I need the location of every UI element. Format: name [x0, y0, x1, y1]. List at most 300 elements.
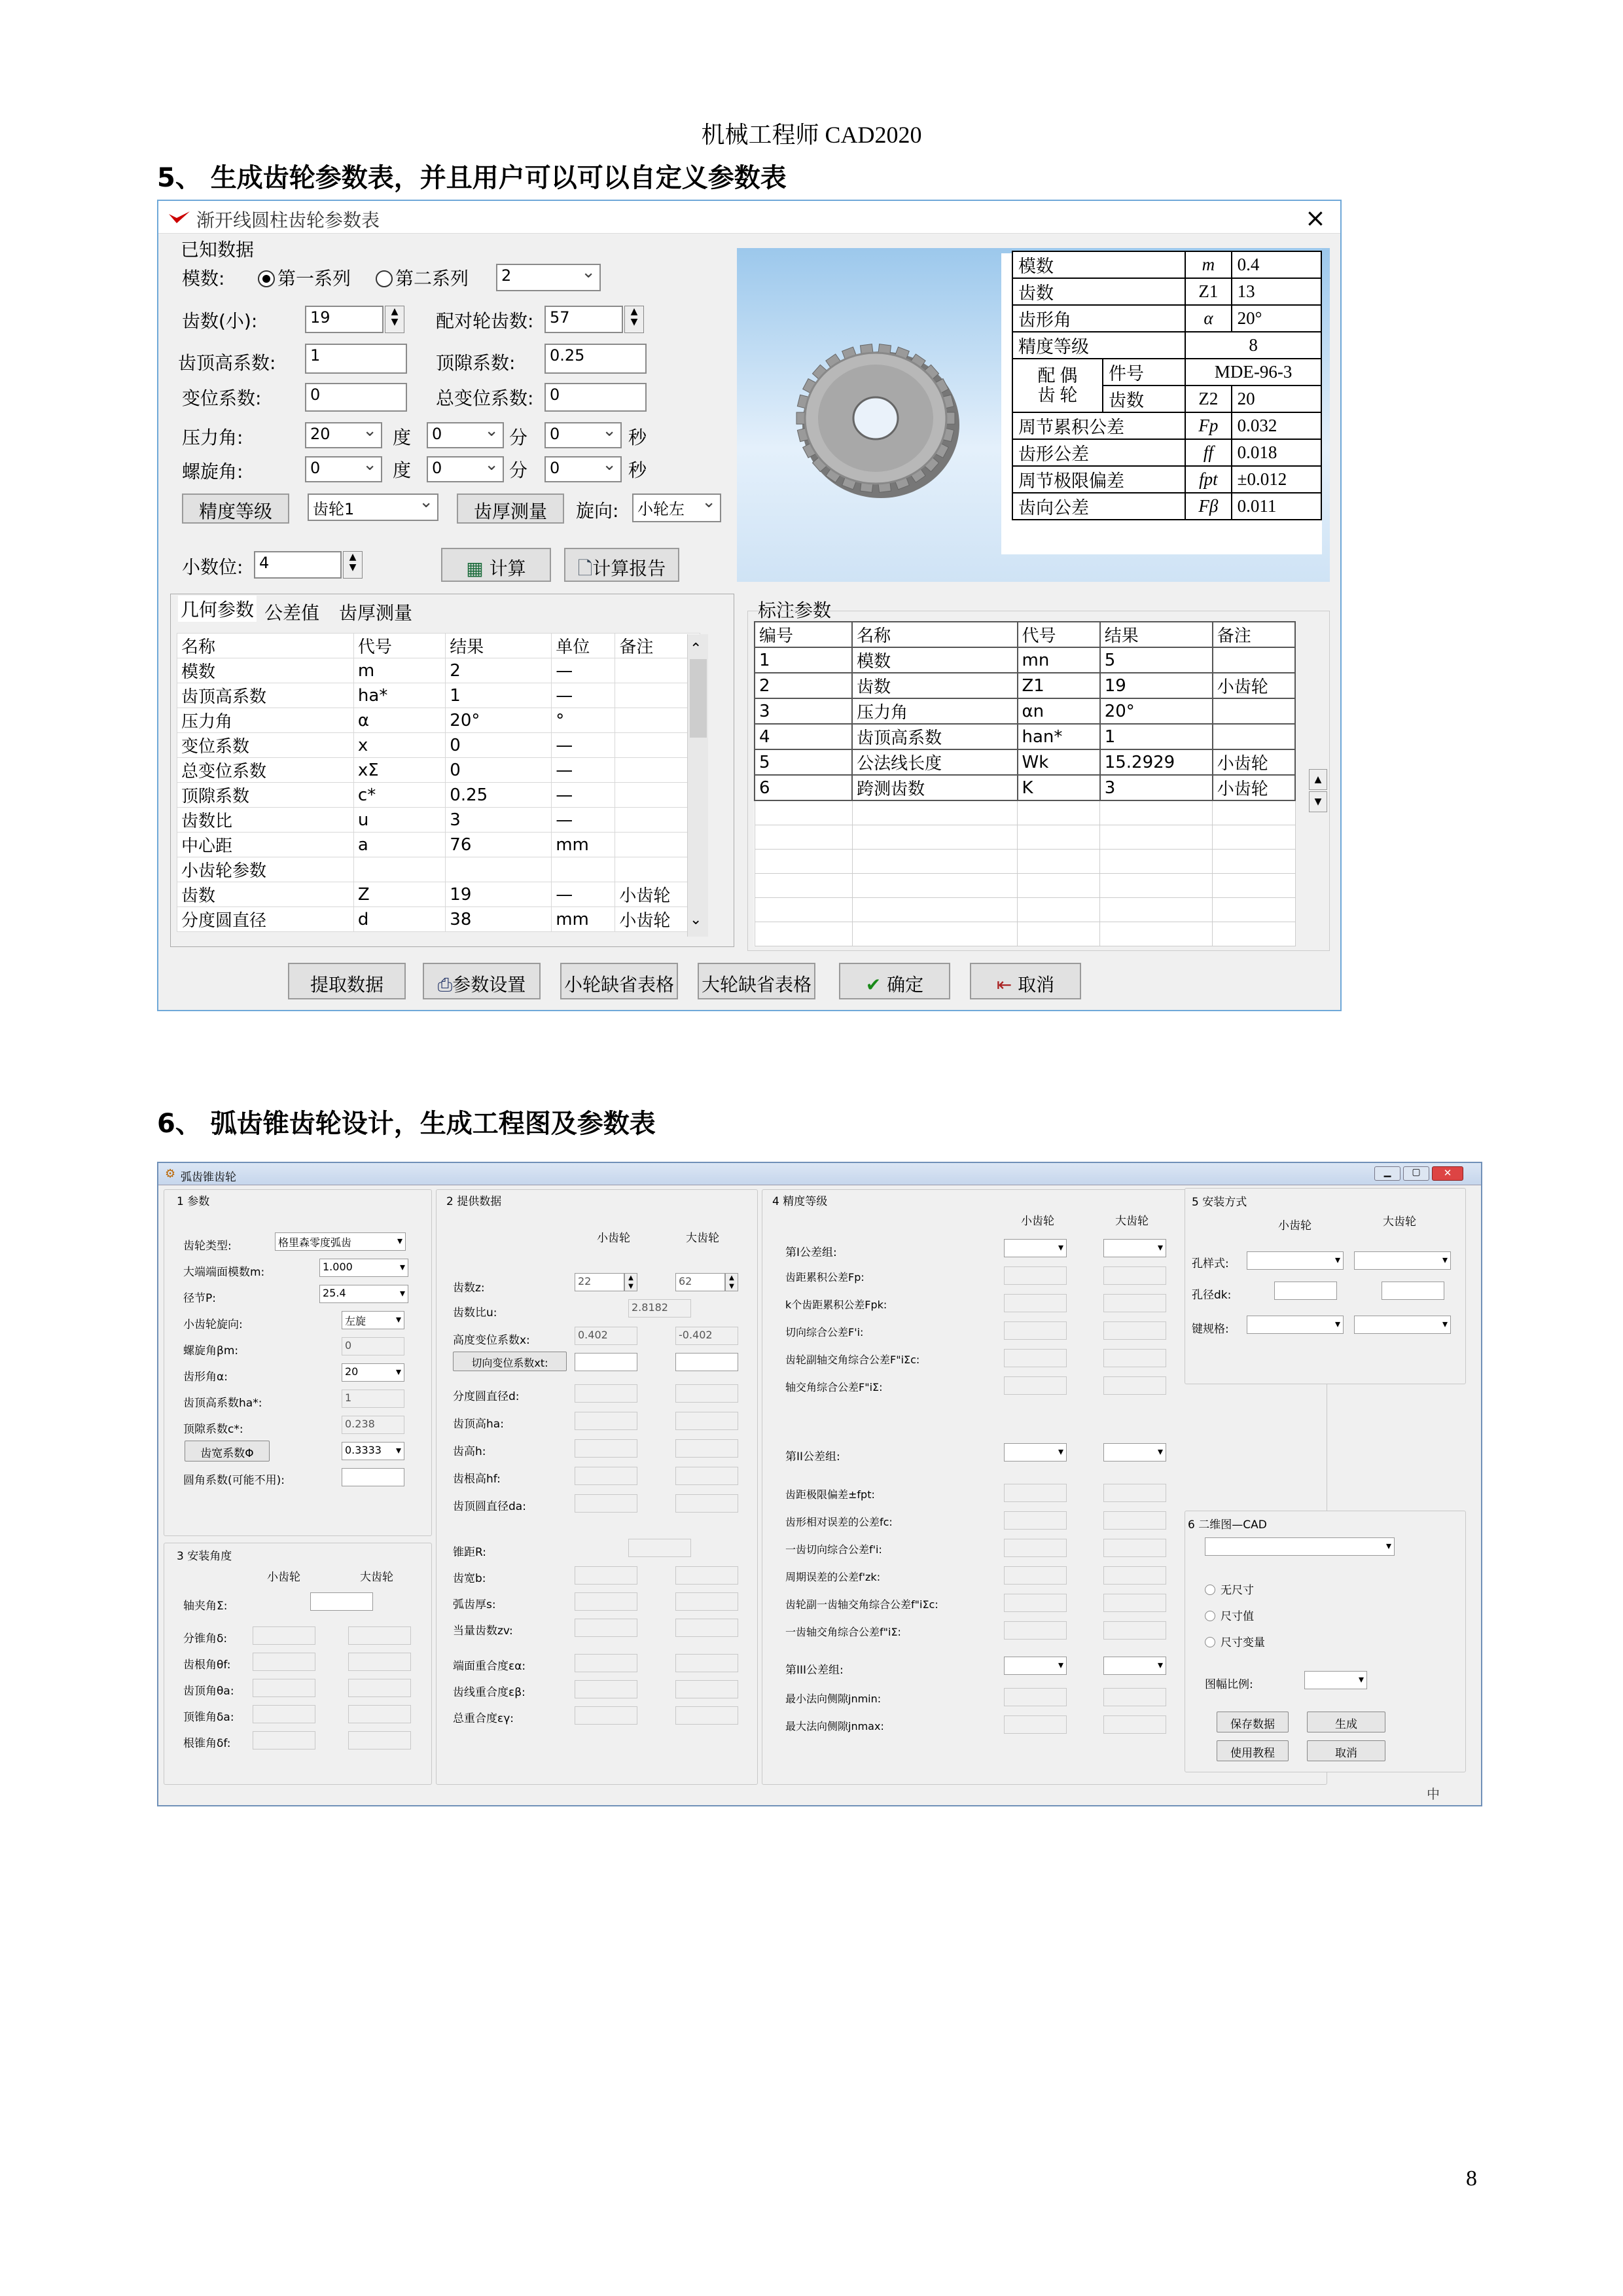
table-row[interactable] — [755, 698, 1295, 724]
prec-big-input[interactable] — [1103, 1539, 1166, 1557]
table-cell: han* — [1018, 724, 1100, 749]
sec-label-2: 秒 — [628, 459, 647, 481]
opt-dim-var-radio[interactable]: 尺寸变量 — [1205, 1633, 1265, 1649]
table-cell: 小齿轮 — [615, 907, 700, 932]
data-small-input[interactable] — [575, 1619, 637, 1637]
deg-label: 度 — [393, 427, 412, 448]
table-cell: mm — [552, 907, 615, 932]
data-small-input[interactable] — [575, 1680, 637, 1698]
data-big-input[interactable] — [675, 1412, 738, 1430]
install-title: 5 安装方式 — [1192, 1196, 1247, 1209]
data-row-label: 分度圆直径d: — [453, 1390, 520, 1403]
data-big-input[interactable] — [675, 1566, 738, 1585]
table-cell: d — [353, 907, 445, 932]
install-small-col: 小齿轮 — [1278, 1219, 1311, 1232]
prec-small-input[interactable] — [1004, 1266, 1067, 1285]
dk-small-input[interactable] — [1274, 1282, 1337, 1300]
angles-big-col: 大齿轮 — [360, 1571, 393, 1584]
table-cell: 4 — [755, 724, 852, 749]
teeth-big-input[interactable]: 62 — [675, 1273, 725, 1291]
shift-label: 变位系数: — [182, 387, 262, 409]
angle-small-input[interactable] — [253, 1679, 315, 1697]
report-icon: 🗋 — [577, 558, 593, 579]
cone-label: 锥距R: — [453, 1546, 487, 1559]
prec-big-input[interactable] — [1103, 1566, 1166, 1585]
table-cell: 3 — [755, 698, 852, 724]
group-angles-label: 3 安装角度 — [177, 1550, 232, 1563]
mate-teeth-input[interactable]: 57 — [544, 306, 623, 333]
prec-big-col: 大齿轮 — [1115, 1215, 1149, 1228]
extract-data-button[interactable]: 提取数据 — [288, 963, 406, 999]
pressure-min-select[interactable]: 0 ⌄ — [427, 422, 504, 448]
cancel-button-2[interactable]: 取消 — [1307, 1740, 1385, 1761]
data-big-input[interactable] — [675, 1494, 738, 1513]
annot-header-cell: 代号 — [1018, 622, 1100, 647]
page-header: 机械工程师 CAD2020 — [701, 122, 922, 148]
shift-input[interactable]: 0 — [305, 383, 407, 412]
table-row[interactable] — [755, 724, 1295, 749]
data-small-input[interactable] — [575, 1467, 637, 1485]
table-cell: xΣ — [353, 758, 445, 783]
table-cell: x — [353, 733, 445, 758]
data-row-label: 齿宽b: — [453, 1572, 486, 1585]
table-cell: ha* — [353, 683, 445, 708]
table-cell — [1213, 647, 1295, 673]
table-cell: u — [353, 808, 445, 833]
table-row[interactable] — [177, 658, 700, 683]
ts-small-input[interactable] — [575, 1353, 637, 1371]
tab-thickness[interactable]: 齿厚测量 — [339, 602, 413, 624]
tab-tolerance[interactable]: 公差值 — [264, 602, 320, 624]
data-big-input[interactable] — [675, 1384, 738, 1403]
table-cell: K — [1018, 775, 1100, 800]
exit-icon: ⇤ — [996, 974, 1012, 996]
tol-row-label: 轴交角综合公差F"iΣ: — [785, 1381, 883, 1393]
data-small-input[interactable] — [575, 1706, 637, 1725]
ratio-input[interactable]: 2.8182 — [628, 1299, 691, 1318]
angle-label: 齿根角θf: — [183, 1659, 231, 1672]
prec-small-input[interactable] — [1004, 1294, 1067, 1312]
data-row-label: 齿顶圆直径da: — [453, 1500, 526, 1513]
tol-row-label: k个齿距累积公差Fpk: — [785, 1299, 887, 1311]
big-module-label: 大端端面模数m: — [183, 1266, 265, 1279]
table-cell: 小齿轮 — [1213, 749, 1295, 775]
shaft-input[interactable] — [310, 1592, 373, 1611]
table-cell: 齿数 — [177, 882, 354, 907]
table-cell: Z — [353, 882, 445, 907]
prec-big-input[interactable] — [1103, 1349, 1166, 1367]
tol-group3-label: 第III公差组: — [785, 1664, 844, 1677]
data-big-input[interactable] — [675, 1654, 738, 1672]
annot-header-cell: 编号 — [755, 622, 852, 647]
prec-small-input[interactable] — [1004, 1621, 1067, 1640]
table-row[interactable] — [177, 733, 700, 758]
module-select[interactable]: 2 ⌄ — [496, 264, 601, 291]
prec-small-select[interactable] — [1004, 1657, 1067, 1675]
table-row[interactable] — [177, 683, 700, 708]
prec-big-input[interactable] — [1103, 1266, 1166, 1285]
table-cell: — — [552, 683, 615, 708]
app-logo-icon — [168, 210, 191, 224]
section-5-title: 5、 生成齿轮参数表，并且用户可以可以自定义参数表 — [157, 163, 787, 193]
group-params-label: 1 参数 — [177, 1195, 210, 1208]
clearance-label: 顶隙系数: — [436, 352, 516, 374]
data-big-input[interactable] — [675, 1680, 738, 1698]
maximize-icon[interactable]: ▢ — [1403, 1166, 1429, 1181]
geometry-table — [177, 633, 700, 932]
big-default-button[interactable]: 大轮缺省表格 — [698, 963, 815, 999]
annot-header-row — [755, 622, 1295, 647]
table-cell: 3 — [1100, 775, 1213, 800]
table-row[interactable] — [177, 808, 700, 833]
helix-sec-select[interactable]: 0 ⌄ — [544, 456, 622, 482]
teeth-big-spinner[interactable]: ▲ ▼ — [725, 1273, 738, 1291]
gear-type-label: 齿轮类型: — [183, 1240, 232, 1253]
hole-big-select[interactable] — [1354, 1251, 1451, 1270]
scale-select[interactable] — [1304, 1671, 1367, 1689]
key-label: 键规格: — [1192, 1323, 1229, 1336]
geo-header-cell: 单位 — [552, 634, 615, 658]
close-icon[interactable]: × — [1305, 204, 1326, 232]
known-data-group: 已知数据 — [181, 239, 255, 260]
prec-small-input[interactable] — [1004, 1594, 1067, 1612]
table-cell — [1213, 724, 1295, 749]
table-cell: 2 — [755, 673, 852, 698]
table-cell — [353, 857, 445, 882]
arc-input[interactable] — [342, 1468, 404, 1486]
gear-type-select[interactable]: 格里森零度弧齿 ▾ — [275, 1232, 406, 1251]
data-small-input[interactable] — [575, 1566, 637, 1585]
table-row[interactable] — [177, 783, 700, 808]
tol-row-label: 齿轮副轴交角综合公差F"iΣc: — [785, 1354, 920, 1366]
empty-row — [755, 873, 1295, 897]
helix-min-select[interactable]: 0 ⌄ — [427, 456, 504, 482]
angle-label: 分锥角δ: — [183, 1632, 228, 1645]
report-button[interactable]: 🗋计算报告 — [564, 548, 679, 582]
tol-row-label: 周期误差的公差f'zk: — [785, 1571, 881, 1583]
table-cell: 0.25 — [446, 783, 552, 808]
page-number: 8 — [1466, 2166, 1477, 2191]
cancel-button[interactable]: ⇤ 取消 — [970, 963, 1081, 999]
width-coef-select[interactable]: 0.3333 ▾ — [342, 1442, 404, 1460]
opt-no-dim-radio[interactable]: 无尺寸 — [1205, 1581, 1254, 1597]
table-cell: — — [552, 882, 615, 907]
table-cell: 38 — [446, 907, 552, 932]
data-big-input[interactable] — [675, 1706, 738, 1725]
data-small-input[interactable] — [575, 1384, 637, 1403]
teeth-label: 齿数(小): — [182, 310, 258, 332]
data-row-label: 总重合度εγ: — [453, 1712, 514, 1725]
angle-small-input[interactable] — [253, 1705, 315, 1723]
table-row[interactable] — [177, 833, 700, 857]
angle-small-input[interactable] — [253, 1731, 315, 1749]
cad-template-select[interactable] — [1205, 1537, 1395, 1556]
prec-small-input[interactable] — [1004, 1688, 1067, 1706]
prec-big-select[interactable] — [1103, 1443, 1166, 1462]
table-row[interactable] — [755, 749, 1295, 775]
table-cell: αn — [1018, 698, 1100, 724]
rotation-select[interactable]: 小轮左 ⌄ — [632, 493, 721, 522]
table-cell: mn — [1018, 647, 1100, 673]
data-small-input[interactable] — [575, 1412, 637, 1430]
prec-small-input[interactable] — [1004, 1349, 1067, 1367]
table-row[interactable] — [755, 647, 1295, 673]
decimal-spinner[interactable]: ▲ ▼ — [343, 551, 363, 579]
tol-row-label: 齿距极限偏差±fpt: — [785, 1488, 875, 1501]
dk-label: 孔径dk: — [1192, 1289, 1232, 1302]
minimize-icon[interactable]: ▁ — [1374, 1166, 1400, 1181]
prec-big-input[interactable] — [1103, 1484, 1166, 1502]
table-cell: 小齿轮 — [615, 882, 700, 907]
geo-header-row — [177, 634, 700, 658]
table-cell: 0 — [446, 758, 552, 783]
angle-big-input[interactable] — [348, 1731, 411, 1749]
table-row[interactable] — [755, 775, 1295, 800]
prec-small-input[interactable] — [1004, 1484, 1067, 1502]
table-cell: α — [353, 708, 445, 733]
close-icon-2[interactable]: ✕ — [1432, 1166, 1463, 1181]
data-big-input[interactable] — [675, 1619, 738, 1637]
table-row[interactable] — [755, 673, 1295, 698]
ts-big-input[interactable] — [675, 1353, 738, 1371]
key-big-select[interactable] — [1354, 1316, 1451, 1334]
tangential-shift-button[interactable]: 切向变位系数xt: — [453, 1352, 567, 1371]
pitch-select[interactable]: 25.4 ▾ — [319, 1285, 408, 1303]
table-cell: 5 — [755, 749, 852, 775]
helix-deg-select[interactable]: 0 ⌄ — [305, 456, 382, 482]
table-cell: — — [552, 783, 615, 808]
rot-label: 小齿轮旋向: — [183, 1318, 243, 1331]
precision-button[interactable]: 精度等级 — [182, 493, 289, 524]
teeth-spinner[interactable]: ▲ ▼ — [385, 306, 404, 333]
table-cell: mm — [552, 833, 615, 857]
prec-small-input[interactable] — [1004, 1539, 1067, 1557]
table-cell: — — [552, 808, 615, 833]
table-cell: — — [552, 658, 615, 683]
pressure-sec-select[interactable]: 0 ⌄ — [544, 422, 622, 448]
spiral-label: 螺旋角βm: — [183, 1344, 239, 1357]
table-cell: 齿顶高系数 — [177, 683, 354, 708]
data-big-input[interactable] — [675, 1467, 738, 1485]
rot-select[interactable]: 左旋 ▾ — [342, 1311, 404, 1329]
table-cell: 模数 — [177, 658, 354, 683]
empty-row — [755, 825, 1295, 849]
prec-small-select[interactable] — [1004, 1239, 1067, 1257]
prec-big-input[interactable] — [1103, 1594, 1166, 1612]
angle-big-input[interactable] — [348, 1679, 411, 1697]
table-cell: 变位系数 — [177, 733, 354, 758]
title-bar — [158, 201, 1340, 234]
clearance-input[interactable]: 0.25 — [544, 344, 647, 374]
empty-row — [755, 849, 1295, 873]
table-cell: — — [552, 733, 615, 758]
width-coef-button[interactable]: 齿宽系数Φ — [185, 1441, 270, 1462]
table-cell: 公法线长度 — [852, 749, 1017, 775]
angle-small-input[interactable] — [253, 1626, 315, 1645]
hole-small-select[interactable] — [1247, 1251, 1344, 1270]
table-cell: 0 — [446, 733, 552, 758]
tab-geometry[interactable]: 几何参数 — [178, 596, 257, 622]
teeth-small-spinner[interactable]: ▲ ▼ — [624, 1273, 637, 1291]
tol-row-label: 一齿切向综合公差f'i: — [785, 1543, 882, 1556]
data-small-col: 小齿轮 — [597, 1232, 630, 1245]
tol-row-label: 最大法向侧隙jnmax: — [785, 1720, 884, 1732]
big-module-select[interactable]: 1.000 ▾ — [319, 1259, 408, 1277]
annotation-table — [754, 621, 1296, 946]
settings-doc-icon: ⎙ — [437, 974, 453, 996]
data-small-input[interactable] — [575, 1592, 637, 1611]
table-row[interactable] — [177, 708, 700, 733]
angle-big-input[interactable] — [348, 1626, 411, 1645]
opt-dim-value-radio[interactable]: 尺寸值 — [1205, 1607, 1254, 1623]
data-big-input[interactable] — [675, 1439, 738, 1458]
table-cell: 分度圆直径 — [177, 907, 354, 932]
total-shift-input[interactable]: 0 — [544, 383, 647, 412]
table-cell: 20° — [446, 708, 552, 733]
table-cell: 小齿轮 — [1213, 673, 1295, 698]
gear-param-window — [157, 200, 1342, 1011]
prec-small-input[interactable] — [1004, 1376, 1067, 1395]
gear-preview — [737, 248, 1330, 582]
min-label: 分 — [509, 427, 528, 448]
data-big-input[interactable] — [675, 1592, 738, 1611]
table-cell: 1 — [1100, 724, 1213, 749]
key-small-select[interactable] — [1247, 1316, 1344, 1334]
total-shift-label: 总变位系数: — [436, 387, 534, 409]
prec-big-input[interactable] — [1103, 1321, 1166, 1340]
prec-big-input[interactable] — [1103, 1376, 1166, 1395]
addendum-input[interactable]: 1 — [305, 344, 407, 374]
ok-button[interactable]: ✔ 确定 — [839, 963, 950, 999]
angle-label: 顶锥角δa: — [183, 1711, 234, 1724]
data-row-label: 齿根高hf: — [453, 1473, 501, 1486]
empty-row — [755, 922, 1295, 946]
table-cell: a — [353, 833, 445, 857]
series2-radio[interactable]: 第二系列 — [376, 264, 469, 291]
save-data-button[interactable]: 保存数据 — [1217, 1712, 1289, 1732]
small-default-button[interactable]: 小轮缺省表格 — [560, 963, 678, 999]
pitch-label: 径节P: — [183, 1292, 216, 1305]
angle-small-input[interactable] — [253, 1653, 315, 1671]
data-small-input[interactable] — [575, 1494, 637, 1513]
table-row[interactable] — [177, 857, 700, 882]
install-panel — [1185, 1188, 1466, 1384]
data-small-input[interactable] — [575, 1654, 637, 1672]
table-cell: 跨测齿数 — [852, 775, 1017, 800]
rotation-label: 旋向: — [576, 500, 619, 522]
helix-label: 螺旋角: — [182, 461, 243, 482]
scale-label: 图幅比例: — [1205, 1678, 1253, 1691]
table-row[interactable] — [177, 758, 700, 783]
calc-button[interactable]: ▦ 计算 — [441, 548, 551, 582]
table-cell: 齿顶高系数 — [852, 724, 1017, 749]
section-6-title: 6、 弧齿锥齿轮设计，生成工程图及参数表 — [157, 1109, 656, 1139]
prec-big-select[interactable] — [1103, 1657, 1166, 1675]
generate-button[interactable]: 生成 — [1307, 1712, 1385, 1732]
angle-big-input[interactable] — [348, 1705, 411, 1723]
prec-big-input[interactable] — [1103, 1511, 1166, 1530]
add-input[interactable]: 1 — [342, 1390, 404, 1408]
window-title-2: 弧齿锥齿轮 — [181, 1171, 236, 1184]
annot-header-cell: 结果 — [1100, 622, 1213, 647]
install-big-col: 大齿轮 — [1383, 1215, 1416, 1229]
series1-radio[interactable]: 第一系列 — [258, 264, 351, 291]
cone-input[interactable] — [628, 1539, 691, 1557]
table-cell: 小齿轮参数 — [177, 857, 354, 882]
decimal-label: 小数位: — [182, 556, 243, 578]
annot-header-cell: 备注 — [1213, 622, 1295, 647]
mate-teeth-spinner[interactable]: ▲ ▼ — [624, 306, 644, 333]
app-gear-icon: ⚙ — [165, 1167, 176, 1181]
geometry-scrollbar[interactable]: ⌃ ⌄ — [687, 634, 708, 937]
gear-select[interactable]: 齿轮1 ⌄ — [308, 493, 438, 521]
thickness-button[interactable]: 齿厚测量 — [457, 493, 564, 524]
tol-row-label: 一齿轴交角综合公差f"iΣ: — [785, 1626, 901, 1638]
hs-big-input[interactable]: -0.402 — [675, 1327, 738, 1345]
prec-small-input[interactable] — [1004, 1715, 1067, 1734]
prec-small-input[interactable] — [1004, 1566, 1067, 1585]
prec-big-input[interactable] — [1103, 1715, 1166, 1734]
decimal-input[interactable]: 4 — [254, 551, 342, 579]
window-title: 渐开线圆柱齿轮参数表 — [196, 209, 380, 231]
move-up-icon[interactable]: ▲ — [1309, 769, 1327, 790]
tol-row-label: 齿距累积公差Fp: — [785, 1271, 865, 1283]
cad-title: 6 二维图—CAD — [1188, 1518, 1267, 1532]
table-cell — [552, 857, 615, 882]
tol-row-label: 切向综合公差F'i: — [785, 1326, 864, 1338]
press-select[interactable]: 20 ▾ — [342, 1363, 404, 1382]
table-cell: 齿数比 — [177, 808, 354, 833]
table-cell: 5 — [1100, 647, 1213, 673]
data-row-label: 齿顶高ha: — [453, 1418, 504, 1431]
addendum-label: 齿顶高系数: — [178, 352, 276, 374]
table-row[interactable] — [177, 882, 700, 907]
annotation-group-label: 标注参数 — [758, 600, 832, 621]
hs-small-input[interactable]: 0.402 — [575, 1327, 637, 1345]
dk-big-input[interactable] — [1382, 1282, 1444, 1300]
table-row[interactable] — [177, 907, 700, 932]
prec-small-input[interactable] — [1004, 1321, 1067, 1340]
table-cell — [446, 857, 552, 882]
data-small-input[interactable] — [575, 1439, 637, 1458]
teeth-small-input[interactable]: 22 — [575, 1273, 624, 1291]
clr-input[interactable]: 0.238 — [342, 1416, 404, 1434]
tutorial-button[interactable]: 使用教程 — [1217, 1740, 1289, 1761]
prec-big-input[interactable] — [1103, 1688, 1166, 1706]
table-cell: 3 — [446, 808, 552, 833]
prec-big-input[interactable] — [1103, 1621, 1166, 1640]
pressure-deg-select[interactable]: 20 ⌄ — [305, 422, 382, 448]
annot-header-cell: 名称 — [852, 622, 1017, 647]
group-precision-label: 4 精度等级 — [772, 1195, 828, 1208]
table-cell: 1 — [755, 647, 852, 673]
table-cell: ° — [552, 708, 615, 733]
gear-3d-icon — [789, 333, 972, 503]
prec-big-input[interactable] — [1103, 1294, 1166, 1312]
prec-small-input[interactable] — [1004, 1511, 1067, 1530]
spiral-input[interactable]: 0 — [342, 1337, 404, 1355]
shaft-label: 轴夹角Σ: — [183, 1600, 228, 1613]
geo-header-cell: 代号 — [353, 634, 445, 658]
prec-big-select[interactable] — [1103, 1239, 1166, 1257]
param-settings-button[interactable]: ⎙参数设置 — [423, 963, 541, 999]
move-down-icon[interactable]: ▼ — [1309, 791, 1327, 812]
teeth-input[interactable]: 19 — [305, 306, 383, 333]
angle-big-input[interactable] — [348, 1653, 411, 1671]
table-cell: 压力角 — [852, 698, 1017, 724]
prec-small-select[interactable] — [1004, 1443, 1067, 1462]
table-cell: 压力角 — [177, 708, 354, 733]
